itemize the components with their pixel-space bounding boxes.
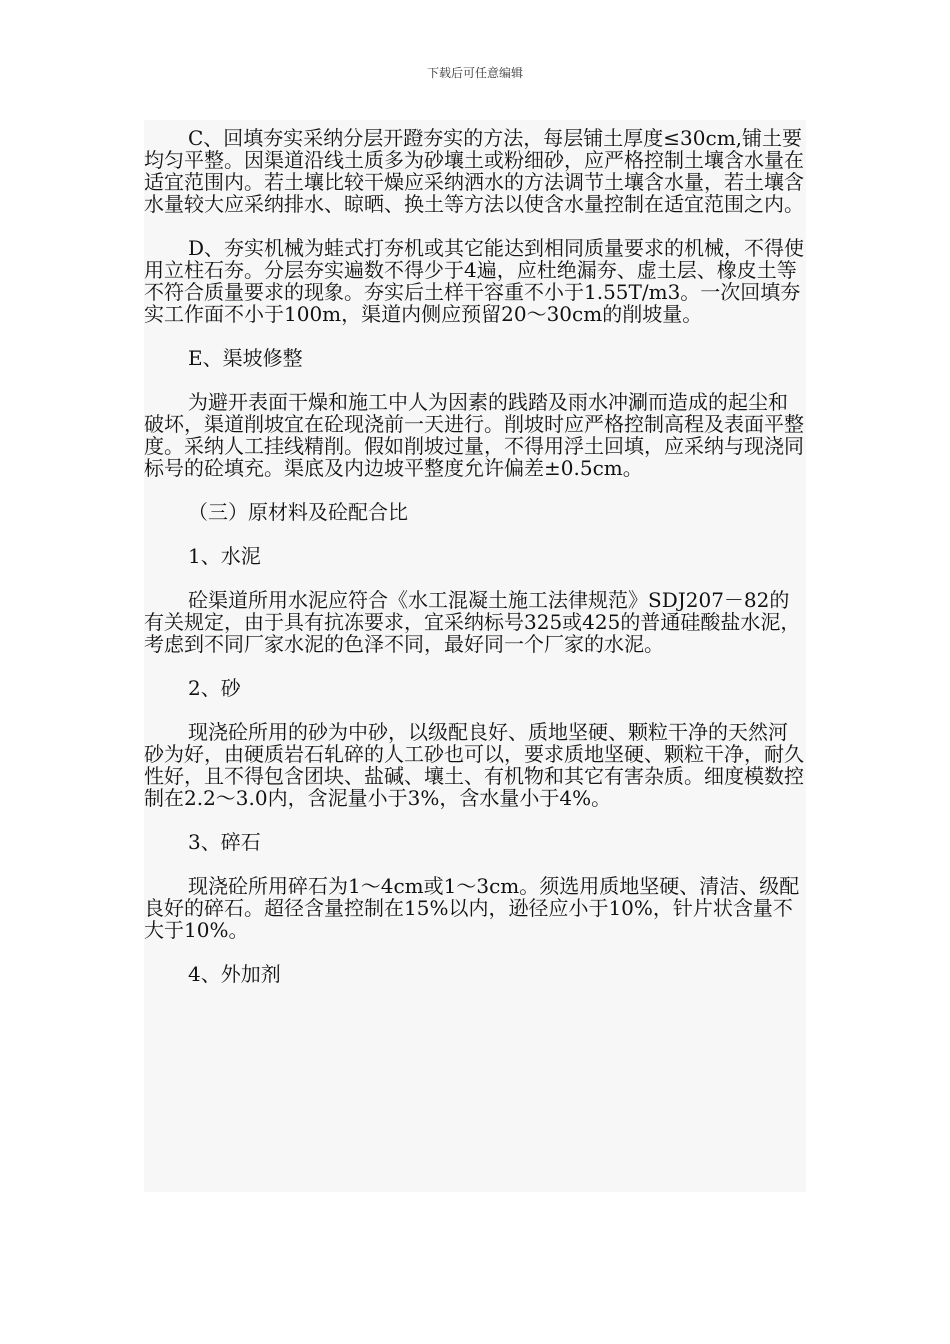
heading-gravel: 3、碎石: [188, 830, 261, 854]
heading-slope-trimming: E、渠坡修整: [188, 346, 303, 370]
heading-raw-materials: （三）原材料及砼配合比: [188, 500, 408, 524]
heading-cement: 1、水泥: [188, 544, 261, 568]
document-body: [144, 120, 806, 1192]
paragraph-sand: 现浇砼所用的砂为中砂，以级配良好、质地坚硬、颗粒干净的天然河砂为好，由硬质岩石轧碎的人工砂也可以，要求质地坚硬、颗粒干净，耐久性好，且不得包含团块、盐碱、壤土、有机物和其它有害杂质。细度模数控制在2.2～3.0内，含泥量小于3%，含水量小于4%。: [144, 720, 804, 810]
heading-sand: 2、砂: [188, 676, 241, 700]
paragraph-cement: 砼渠道所用水泥应符合《水工混凝土施工法律规范》SDJ207－82的有关规定，由于具有抗冻要求，宜采纳标号325或425的普通硅酸盐水泥，考虑到不同厂家水泥的色泽不同，最好同一个厂家的水泥。: [144, 588, 801, 656]
paragraph-slope-trimming: 为避开表面干燥和施工中人为因素的践踏及雨水冲涮而造成的起尘和破坏，渠道削坡宜在砼现浇前一天进行。削坡时应严格控制高程及表面平整度。采纳人工挂线精削。假如削坡过量，不得用浮土回填，应采纳与现浇同标号的砼填充。渠底及内边坡平整度允许偏差±0.5cm。: [144, 390, 804, 480]
paragraph-compaction-machinery: D、夯实机械为蛙式打夯机或其它能达到相同质量要求的机械，不得使用立柱石夯。分层夯实遍数不得少于4遍，应杜绝漏夯、虚土层、橡皮土等不符合质量要求的现象。夯实后土样干容重不小于1.55T/m3。一次回填夯实工作面不小于100m，渠道内侧应预留20～30cm的削坡量。: [144, 236, 805, 326]
heading-admixture: 4、外加剂: [188, 962, 281, 986]
page-header-note: 下载后可任意编辑: [426, 66, 523, 80]
paragraph-backfill-compaction: C、回填夯实采纳分层开蹬夯实的方法，每层铺土厚度≤30cm,铺土要均匀平整。因渠道沿线土质多为砂壤土或粉细砂，应严格控制土壤含水量在适宜范围内。若土壤比较干燥应采纳洒水的方法调节土壤含水量，若土壤含水量较大应采纳排水、晾晒、换土等方法以使含水量控制在适宜范围之内。: [144, 126, 804, 216]
paragraph-gravel: 现浇砼所用碎石为1～4cm或1～3cm。须选用质地坚硬、清洁、级配良好的碎石。超径含量控制在15%以内，逊径应小于10%，针片状含量不大于10%。: [144, 874, 800, 942]
